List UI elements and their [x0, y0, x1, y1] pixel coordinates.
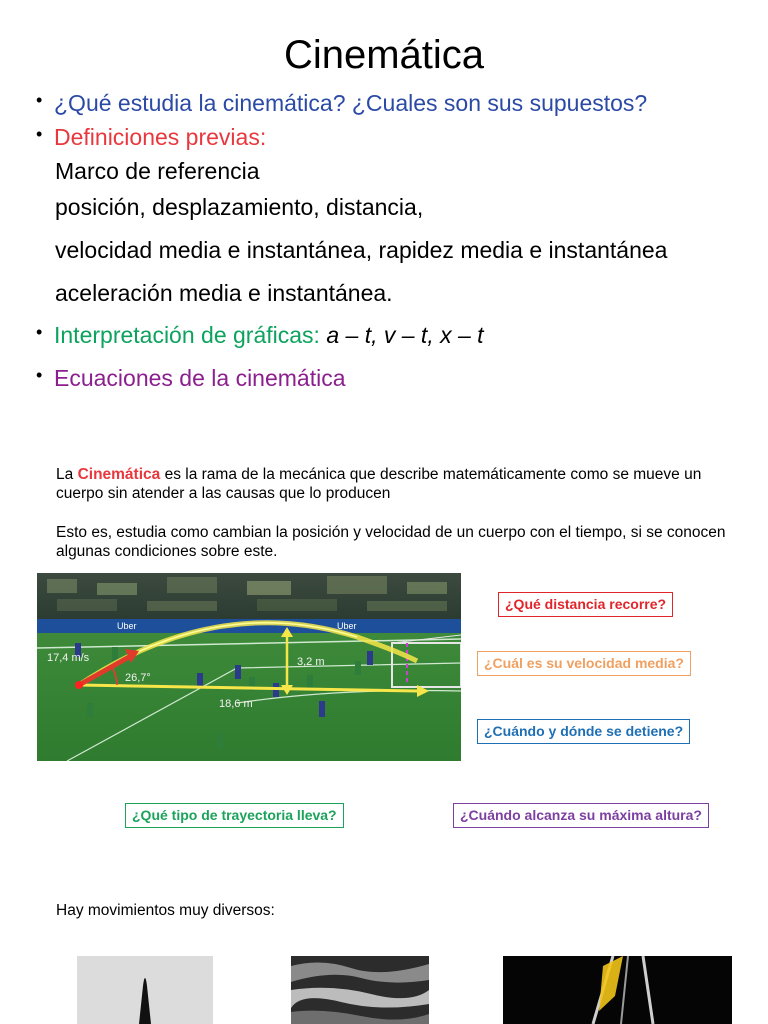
question-stop: ¿Cuándo y dónde se detiene? [477, 719, 690, 744]
thumbnail-pendulum [503, 956, 732, 1024]
bullet-dot-icon: • [36, 322, 43, 342]
definition-item: velocidad media e instantánea, rapidez media e instantánea [55, 237, 668, 263]
bullet-definitions [36, 122, 266, 152]
height-label: 3,2 m [297, 656, 325, 668]
thumbnail-river [291, 956, 429, 1024]
page-title: Cinemática [283, 33, 485, 77]
soccer-field-drawing [37, 573, 461, 761]
bullet-question [36, 88, 647, 118]
bullet-text: Interpretación de gráficas: [54, 322, 320, 348]
bullet-text: Ecuaciones de la cinemática [54, 365, 346, 391]
pendulum-drawing [503, 956, 732, 1024]
ad-board-text: Uber [117, 621, 137, 631]
ad-board-text: Uber [337, 621, 357, 631]
bullet-dot-icon: • [36, 124, 43, 144]
distance-label: 18,6 m [219, 698, 253, 710]
bullet-equations [36, 363, 346, 393]
angle-label: 26,7° [125, 672, 151, 684]
thumbnail-rocket [77, 956, 213, 1024]
bullet-text: Definiciones previas: [54, 124, 267, 150]
definition-item: Marco de referencia [55, 158, 260, 184]
explanation-paragraph: Esto es, estudia como cambian la posición y velocidad de un cuerpo con el tiempo, si se conocen algunas condiciones sobre este. [56, 524, 726, 560]
river-drawing [291, 956, 429, 1024]
question-trajectory: ¿Qué tipo de trayectoria lleva? [125, 803, 344, 828]
def-highlight: Cinemática [77, 466, 161, 483]
rocket-drawing [77, 956, 213, 1024]
question-velocity: ¿Cuál es su velocidad media? [477, 651, 691, 676]
footer-text: Hay movimientos muy diversos: [56, 902, 275, 919]
def-rest: es la rama de la mecánica que describe matemáticamente como se mueve un cuerpo sin atender a las causas que lo producen [56, 466, 702, 502]
bullet-dot-icon: • [36, 365, 43, 385]
graph-types: a – t, v – t, x – t [326, 322, 484, 348]
definition-item: aceleración media e instantánea. [55, 280, 393, 306]
question-max-height: ¿Cuándo alcanza su máxima altura? [453, 803, 709, 828]
definition-paragraph [56, 465, 746, 503]
bullet-graphs [36, 320, 484, 350]
def-prefix: La [56, 466, 78, 483]
speed-label: 17,4 m/s [47, 652, 90, 664]
bullet-dot-icon: • [36, 90, 43, 110]
soccer-trajectory-image [37, 573, 461, 761]
question-distance: ¿Qué distancia recorre? [498, 592, 673, 617]
definition-item: posición, desplazamiento, distancia, [55, 194, 424, 220]
bullet-text: ¿Qué estudia la cinemática? ¿Cuales son sus supuestos? [54, 90, 648, 116]
